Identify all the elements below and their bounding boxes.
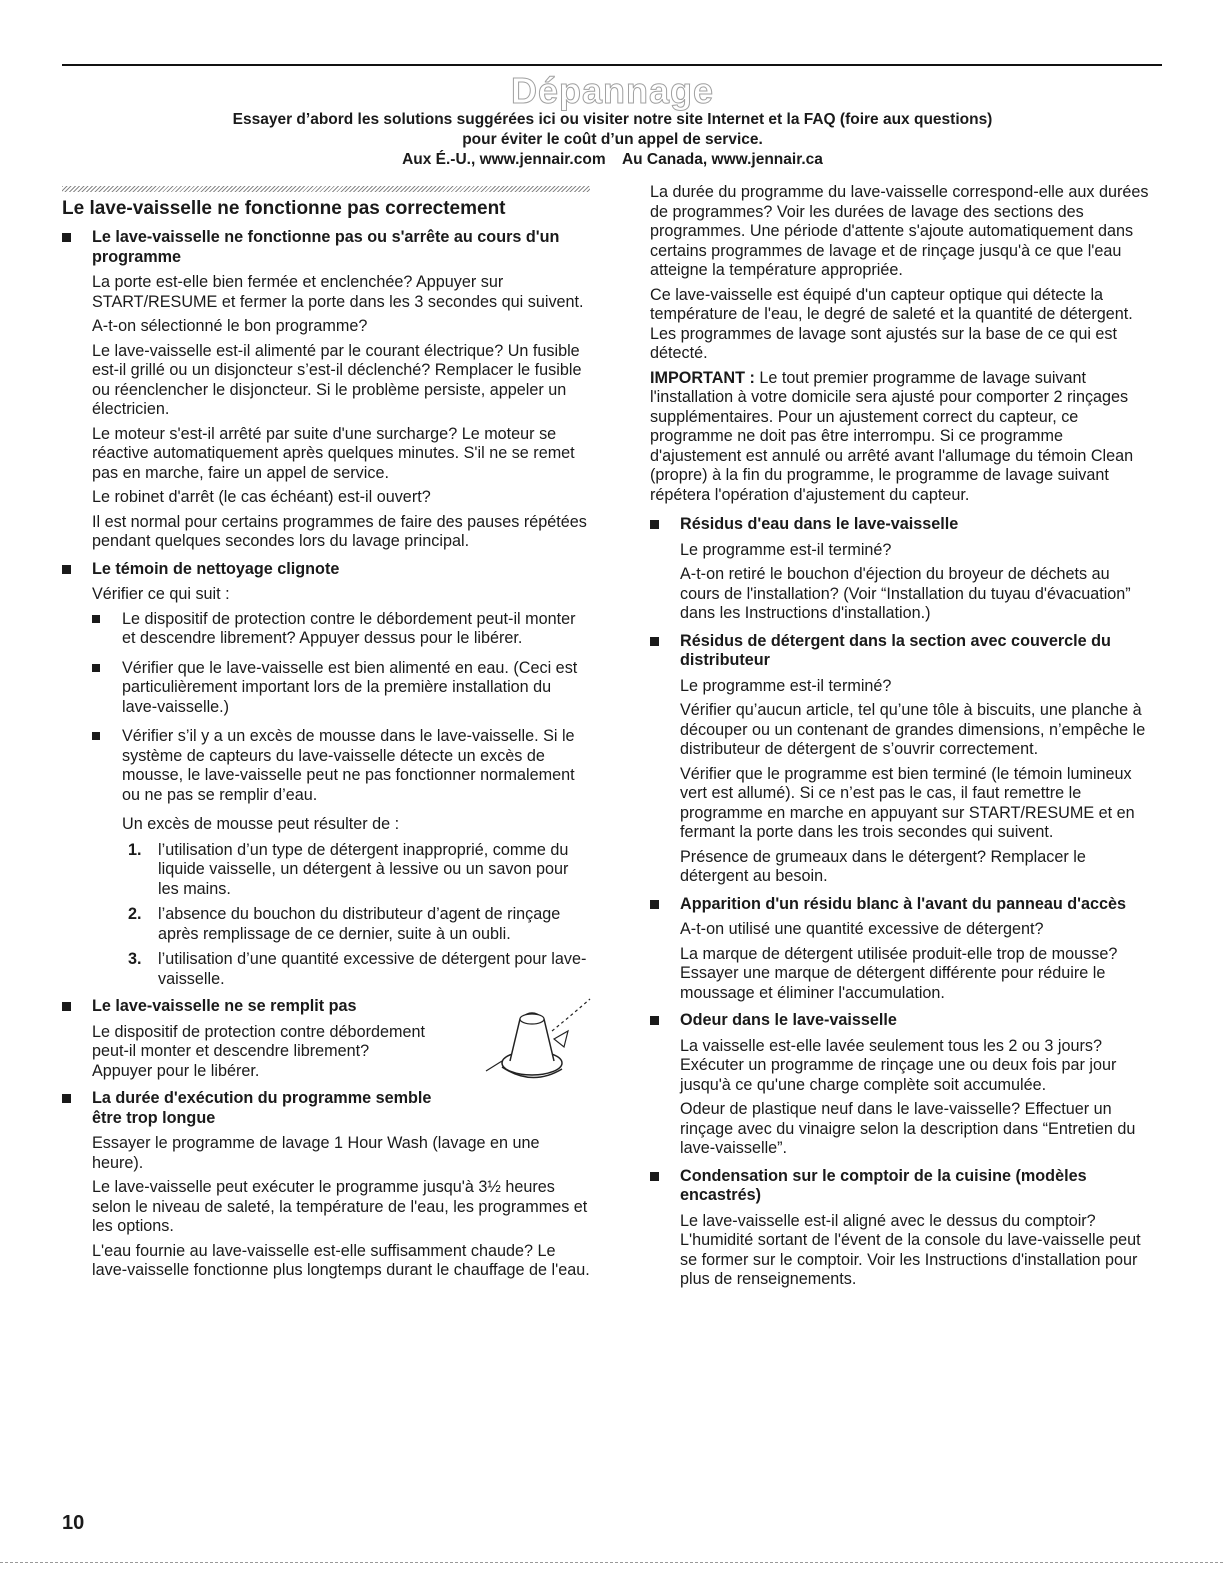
square-bullet-icon: [650, 1172, 659, 1181]
important-text: Le tout premier programme de lavage suivant l'installation à votre domicile sera ajusté pour comporter 2 rinçages supplémentaires. Pour un ajustement correct du capteur, ce programme ne doit pas être interrompu. Si ce programme d'ajustement est annulé ou arrêté avant l'allumage du témoin Clean (propre) à la fin du programme, le programme de lavage suivant répétera l'opération d'ajustement du capteur.: [650, 368, 1134, 504]
paragraph: Le moteur s'est-il arrêté par suite d'une surcharge? Le moteur se réactive automatiquement après quelques minutes. S'il ne se remet pas en marche, faire un appel de service.: [92, 424, 575, 482]
square-bullet-icon: [650, 520, 659, 529]
numbered-item: [122, 841, 590, 900]
item-title: Condensation sur le comptoir de la cuisine (modèles encastrés): [680, 1166, 1087, 1204]
paragraph: Le programme est-il terminé?: [680, 540, 892, 559]
item-title: Résidus d'eau dans le lave-vaisselle: [680, 515, 959, 533]
trouble-item-not-running: [62, 228, 590, 552]
bottom-rule: [0, 1562, 1225, 1563]
numbered-text: l’utilisation d’un type de détergent inapproprié, comme du liquide vaisselle, un détergent à lessive ou un savon pour les mains.: [158, 840, 569, 898]
numbered-item: [122, 905, 590, 944]
website-us[interactable]: Aux É.-U., www.jennair.com: [402, 151, 606, 168]
paragraph: Le dispositif de protection contre débordement peut-il monter et descendre librement? Appuyer pour le libérer.: [92, 1022, 425, 1080]
left-column: [62, 186, 590, 1289]
intro-line-2: pour éviter le coût d’un appel de service.: [462, 131, 763, 148]
square-bullet-icon: [650, 637, 659, 646]
numbered-item: [122, 950, 590, 989]
trouble-item-clean-light: [62, 560, 590, 990]
trouble-item-long-cycle: [62, 1089, 590, 1281]
top-rule: [62, 64, 1162, 66]
important-note: [650, 369, 1150, 506]
paragraph: La vaisselle est-elle lavée seulement tous les 2 ou 3 jours? Exécuter un programme de rinçage une ou deux fois par jour jusqu'à ce qu'une charge complète soit accumulée.: [680, 1036, 1117, 1094]
square-bullet-icon: [62, 565, 71, 574]
paragraph: Vérifier que le programme est bien terminé (le témoin lumineux vert est allumé). Si ce n’est pas le cas, il faut remettre le programme en marche en appuyant sur START/RESUME et en fermant la porte dans les trois secondes qui suivent.: [680, 764, 1135, 841]
sub-item-text: Vérifier que le lave-vaisselle est bien alimenté en eau. (Ceci est particulièrement important lors de la première installation du lave-vaisselle.): [122, 658, 578, 716]
paragraph: Vérifier qu’aucun article, tel qu’une tôle à biscuits, une planche à découper ou un contenant de grandes dimensions, n’empêche le distributeur de détergent de s’ouvrir correctement.: [680, 701, 1146, 758]
numbered-text: l’absence du bouchon du distributeur d’agent de rinçage après remplissage de ce dernier, suite à un oubli.: [158, 905, 561, 943]
paragraph: Le programme est-il terminé?: [680, 676, 892, 695]
page-title: Dépannage: [510, 70, 715, 111]
intro-websites: [0, 150, 1225, 170]
paragraph: A-t-on utilisé une quantité excessive de détergent?: [680, 920, 1044, 938]
paragraph: Il est normal pour certains programmes de faire des pauses répétées pendant quelques secondes lors du lavage principal.: [92, 512, 587, 550]
trouble-item-not-filling: [62, 997, 590, 1081]
right-column: [650, 183, 1150, 1298]
square-bullet-icon: [62, 1094, 71, 1103]
square-bullet-icon: [92, 732, 100, 740]
square-bullet-icon: [650, 900, 659, 909]
item-title: Le lave-vaisselle ne se remplit pas: [92, 997, 357, 1015]
paragraph: Essayer le programme de lavage 1 Hour Wash (lavage en une heure).: [92, 1134, 540, 1172]
square-bullet-icon: [92, 664, 100, 672]
paragraph: La durée du programme du lave-vaisselle correspond-elle aux durées de programmes? Voir les durées de lavage des sections des programmes. Une période d'attente s'ajoute automatiquement dans certains programmes de lavage et de rinçage jusqu'à ce que l'eau atteigne la température appropriée.: [650, 183, 1149, 279]
trouble-item-water-residue: [650, 515, 1150, 624]
paragraph: L'eau fournie au lave-vaisselle est-elle suffisamment chaude? Le lave-vaisselle fonctionne plus longtemps durant le chauffage de l'eau.: [92, 1241, 590, 1279]
paragraph: Présence de grumeaux dans le détergent? Remplacer le détergent au besoin.: [680, 847, 1086, 885]
item-number: 3.: [128, 950, 142, 968]
paragraph: Ce lave-vaisselle est équipé d'un capteur optique qui détecte la température de l'eau, le degré de saleté et la quantité de détergent. Les programmes de lavage sont ajustés sur la base de ce qui est détecté.: [650, 285, 1133, 362]
numbered-text: l’utilisation d’une quantité excessive de détergent pour lave-vaisselle.: [158, 950, 587, 988]
trouble-item-white-residue: [650, 895, 1150, 1004]
item-title: Résidus de détergent dans la section avec couvercle du distributeur: [680, 631, 1111, 669]
section-hatch-bar: [62, 186, 590, 192]
item-title: Le témoin de nettoyage clignote: [92, 559, 340, 578]
item-title: Le lave-vaisselle ne fonctionne pas ou s'arrête au cours d'un programme: [92, 228, 560, 266]
paragraph: Le lave-vaisselle est-il aligné avec le dessus du comptoir? L'humidité sortant de l'évent de la console du lave-vaisselle peut se former sur le comptoir. Voir les Instructions d'installation pour plus de renseignements.: [680, 1211, 1141, 1288]
square-bullet-icon: [62, 233, 71, 242]
trouble-item-odor: [650, 1011, 1150, 1159]
square-bullet-icon: [62, 1002, 71, 1011]
important-label: IMPORTANT :: [650, 368, 755, 387]
paragraph: Le lave-vaisselle est-il alimenté par le courant électrique? Un fusible est-il grillé ou un disjoncteur s’est-il déclenché? Remplacer le fusible ou réenclencher le disjoncteur. Si le problème persiste, appeler un électricien.: [92, 341, 582, 418]
website-canada[interactable]: Au Canada, www.jennair.ca: [621, 151, 823, 168]
paragraph: Odeur de plastique neuf dans le lave-vaisselle? Effectuer un rinçage avec du vinaigre selon la description dans “Entretien du lave-vaisselle”.: [680, 1100, 1136, 1157]
trouble-item-detergent-residue: [650, 632, 1150, 887]
sub-item-text: Vérifier s’il y a un excès de mousse dans le lave-vaisselle. Si le système de capteurs du lave-vaisselle détecte un excès de mousse, le lave-vaisselle peut ne pas fonctionner normalement ou ne pas se remplir d’eau.: [122, 727, 575, 804]
paragraph: A-t-on retiré le bouchon d'éjection du broyeur de déchets au cours de l'installation? (Voir “Installation du tuyau d'évacuation” dans les Instructions d'installation.): [680, 565, 1131, 622]
item-number: 1.: [128, 840, 142, 859]
trouble-item-condensation: [650, 1167, 1150, 1290]
numbered-intro: Un excès de mousse peut résulter de :: [122, 815, 400, 833]
item-number: 2.: [128, 905, 142, 923]
paragraph: Vérifier ce qui suit :: [92, 585, 230, 603]
overfill-protector-illustration: [462, 991, 592, 1087]
numbered-list: [122, 841, 590, 990]
item-title: Odeur dans le lave-vaisselle: [680, 1011, 897, 1029]
paragraph: Le lave-vaisselle peut exécuter le programme jusqu'à 3½ heures selon le niveau de saleté, la température de l'eau, les programmes et les options.: [92, 1178, 588, 1235]
square-bullet-icon: [650, 1016, 659, 1025]
intro-line-1: Essayer d’abord les solutions suggérées ici ou visiter notre site Internet et la FAQ (foire aux questions): [232, 111, 993, 128]
section-heading: Le lave-vaisselle ne fonctionne pas correctement: [62, 198, 506, 219]
sub-item-text: Le dispositif de protection contre le débordement peut-il monter et descendre librement? Appuyer dessus pour le libérer.: [122, 609, 576, 647]
square-bullet-icon: [92, 615, 100, 623]
paragraph: Le robinet d'arrêt (le cas échéant) est-il ouvert?: [92, 488, 431, 506]
item-title: La durée d'exécution du programme semble être trop longue: [92, 1089, 432, 1127]
sub-list: [92, 610, 590, 806]
page-number: 10: [62, 1512, 85, 1534]
sub-item: [92, 610, 590, 649]
item-title: Apparition d'un résidu blanc à l'avant du panneau d'accès: [680, 894, 1127, 913]
paragraph: La porte est-elle bien fermée et enclenchée? Appuyer sur START/RESUME et fermer la porte dans les 3 secondes qui suivent.: [92, 273, 584, 311]
paragraph: A-t-on sélectionné le bon programme?: [92, 317, 368, 335]
paragraph: La marque de détergent utilisée produit-elle trop de mousse? Essayer une marque de détergent différente pour réduire le moussage et éliminer l'accumulation.: [680, 944, 1118, 1002]
intro-block: [0, 110, 1225, 170]
sub-item: [92, 727, 590, 805]
sub-item: [92, 659, 590, 718]
